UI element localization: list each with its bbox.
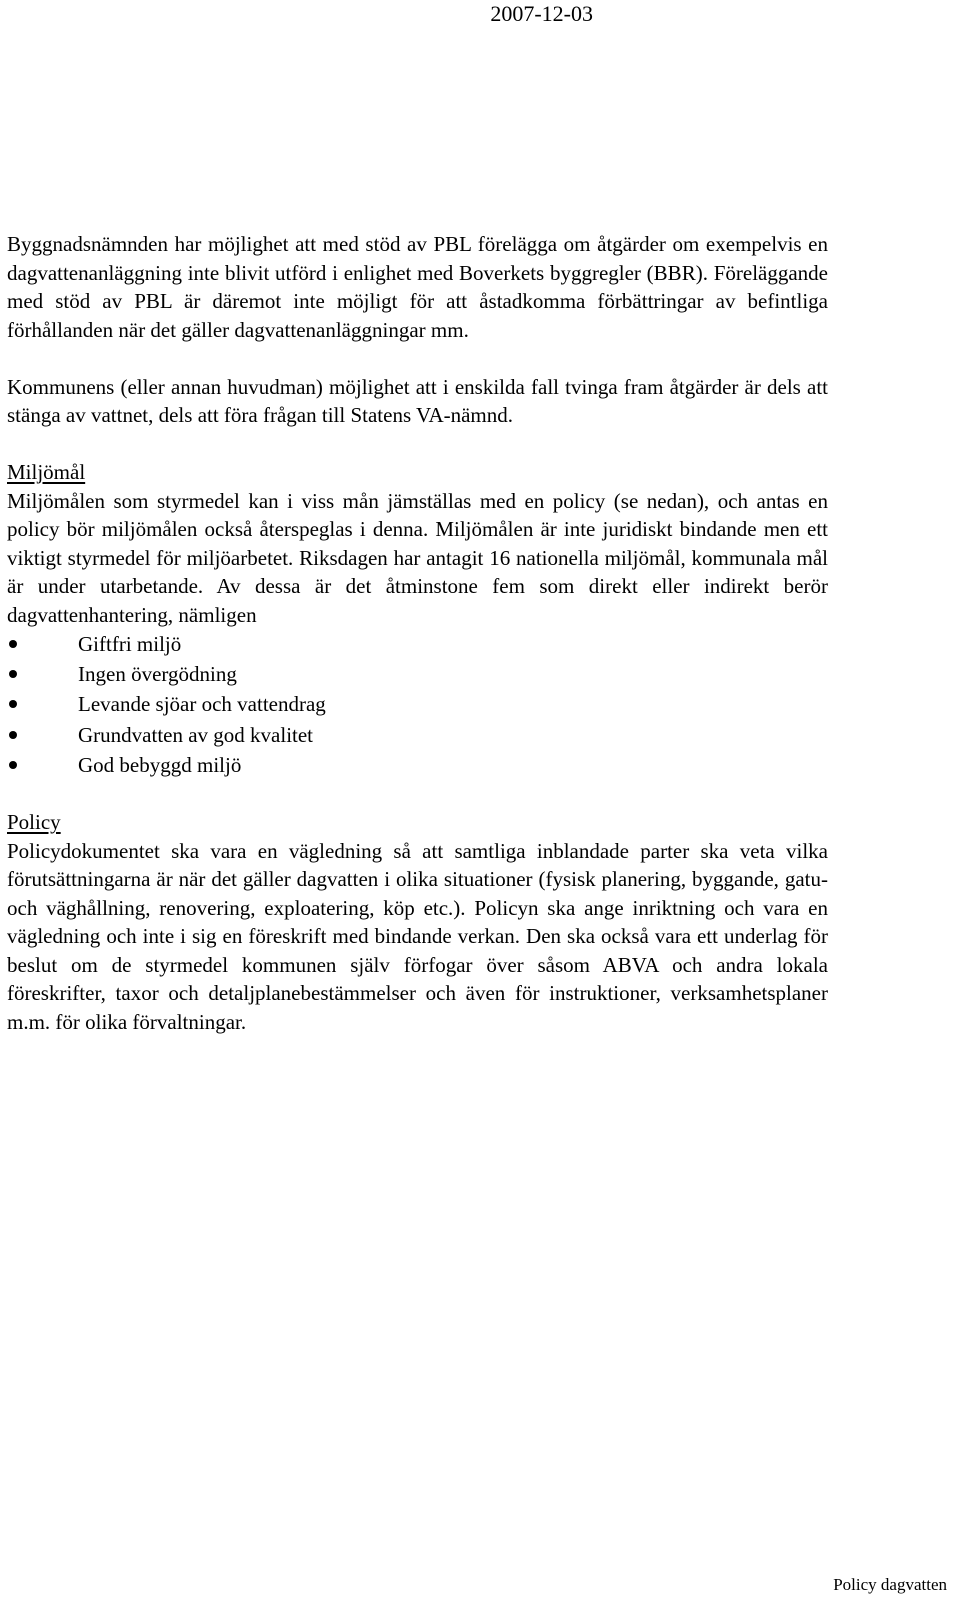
paragraph-kommunens: Kommunens (eller annan huvudman) möjlighet att i enskilda fall tvinga fram åtgärder är dels att stänga av vattnet, dels att föra frågan till Statens VA-nämnd.: [7, 374, 828, 427]
list-item: [7, 629, 828, 659]
list-item: [7, 659, 828, 689]
paragraph-miljomal: Miljömålen som styrmedel kan i viss mån jämställas med en policy (se nedan), och antas en policy bör miljömålen också återspeglas i denna. Miljömålen är inte juridiskt bindande men ett viktigt styrmedel för miljöarbetet. Riksdagen har antagit 16 nationella miljömål, kommunala mål är under utarbetande. Av dessa är det åtminstone fem som direkt eller indirekt berör dagvattenhantering, nämligen: [7, 488, 828, 627]
bullet-icon: [9, 731, 17, 739]
list-item-label: Grundvatten av god kvalitet: [78, 722, 314, 747]
section-heading-miljomal: Miljömål: [7, 460, 86, 484]
list-item-label: Levande sjöar och vattendrag: [78, 692, 326, 717]
list-item: [7, 720, 828, 750]
list-item-label: Giftfri miljö: [78, 632, 182, 656]
bullet-icon: [9, 670, 17, 678]
bullet-icon: [9, 700, 17, 708]
bullet-icon: [9, 640, 17, 648]
paragraph-policy: Policydokumentet ska vara en vägledning så att samtliga inblandade parter ska veta vilka förutsättningarna är när det gäller dagvatten i olika situationer (fysisk planering, byggande, gatu- och väghållning, renovering, exploatering, köp etc.). Policyn ska ange inriktning och vara en vägledning och inte i sig en föreskrift med bindande verkan. Den ska också vara ett underlag för beslut om de styrmedel kommunen själv förfogar över såsom ABVA och andra lokala föreskrifter, taxor och detaljplanebestämmelser och även för instruktioner, verksamhetsplaner m.m. för olika förvaltningar.: [7, 838, 828, 1034]
section-heading-policy: Policy: [7, 810, 61, 835]
list-item: [7, 750, 828, 780]
list-item: [7, 689, 828, 719]
bullet-icon: [9, 761, 17, 769]
paragraph-gap: [7, 430, 828, 459]
list-item-label: Ingen övergödning: [78, 662, 237, 687]
document-body: [7, 230, 828, 1036]
list-item-label: God bebyggd miljö: [78, 752, 242, 777]
miljomal-list: [7, 629, 828, 780]
paragraph-gap: [7, 344, 828, 373]
paragraph-gap: [7, 780, 828, 809]
footer-document-title: Policy dagvatten: [833, 1575, 947, 1594]
header-date: 2007-12-03: [490, 1, 593, 26]
paragraph-byggnadsnamnden: Byggnadsnämnden har möjlighet att med stöd av PBL förelägga om åtgärder om exempelvis en dagvattenanläggning inte blivit utförd i enlighet med Boverkets byggregler (BBR). Föreläggande med stöd av PBL är däremot inte möjligt för att åstadkomma förbättringar av befintliga förhållanden när det gäller dagvattenanläggningar mm.: [7, 232, 828, 342]
